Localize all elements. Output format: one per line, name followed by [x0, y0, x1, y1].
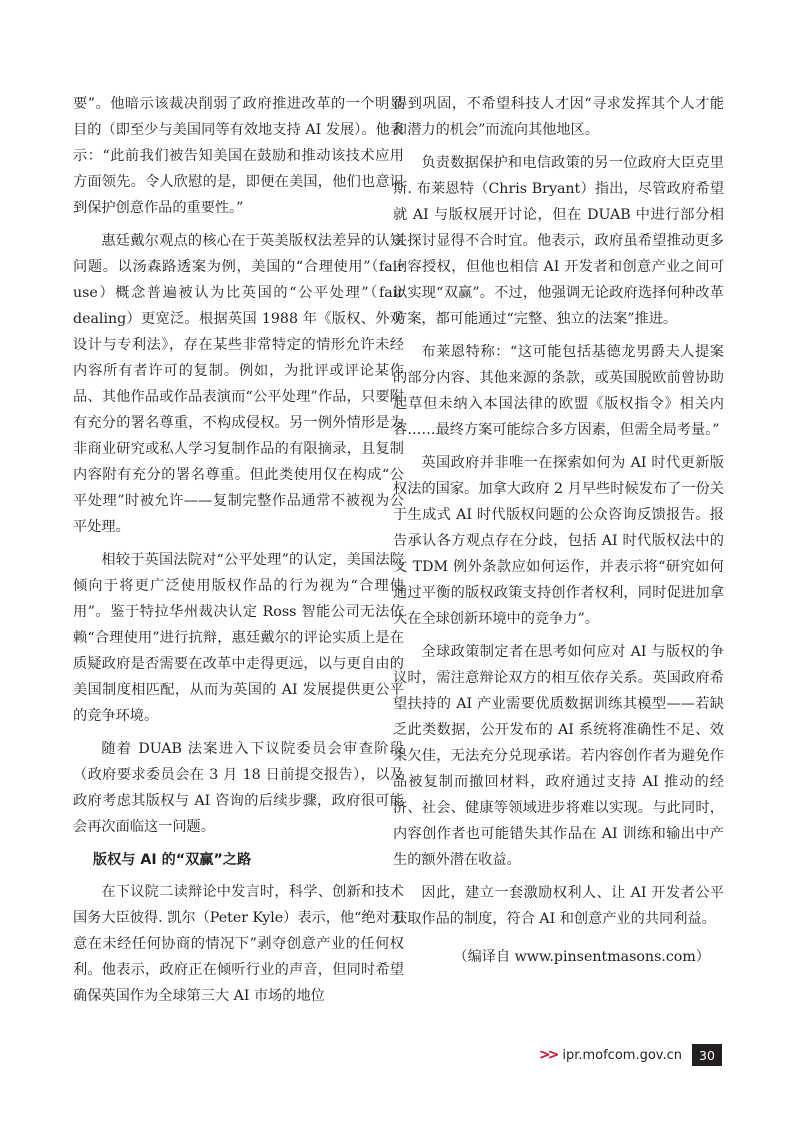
page-footer: [539, 1043, 722, 1067]
chevron-right-icon: >>: [538, 1047, 557, 1063]
right-column: [393, 91, 724, 977]
right-paragraph-2: 负责数据保护和电信政策的另一位政府大臣克里斯. 布莱恩特（Chris Bryant）指出，尽管政府希望就 AI 与版权展开讨论，但在 DUAB 中进行部分相关探讨显得不合时宜。他表示，政府虽希望推动更多内容授权，但他也相信 AI 开发者和创意产业之间可以实现“双赢”。不过，他强调无论政府选择何种改革方案，都可能通过“完整、独立的法案”推进。: [393, 155, 724, 327]
section-heading: 版权与 AI 的“双赢”之路: [92, 852, 252, 868]
left-column: [73, 91, 404, 1016]
left-paragraph-3: 相较于英国法院对“公平处理”的认定，美国法院倾向于将更广泛使用版权作品的行为视为“合理使用”。鉴于特拉华州裁决认定 Ross 智能公司无法依赖“合理使用”进行抗辩，惠廷戴尔的评论实质上是在质疑政府是否需要在改革中走得更远，以与更自由的美国制度相匹配，从而为英国的 AI 发展提供更公平的竞争环境。: [73, 552, 404, 724]
left-paragraph-5: 在下议院二读辩论中发言时，科学、创新和技术国务大臣彼得. 凯尔（Peter Kyle）表示，他“绝对无意在未经任何协商的情况下”剥夺创意产业的任何权利。他表示，政府正在倾听行业的声音，但同时希望确保英国作为全球第三大 AI 市场的地位: [73, 884, 404, 1004]
right-paragraph-3: 布莱恩特称：“这可能包括基德龙男爵夫人提案的部分内容、其他来源的条款，或英国脱欧前曾协助起草但未纳入本国法律的欧盟《版权指令》相关内容……最终方案可能综合多方因素，但需全局考量。”: [393, 344, 724, 438]
footer-url[interactable]: ipr.mofcom.gov.cn: [562, 1047, 682, 1063]
right-paragraph-4: 英国政府并非唯一在探索如何为 AI 时代更新版权法的国家。加拿大政府 2 月早些时候发布了一份关于生成式 AI 时代版权问题的公众咨询反馈报告。报告承认各方观点存在分歧，包括 AI 时代版权法中的文 TDM 例外条款应如何运作，并表示将“研究如何通过平衡的版权政策支持创作者权利，同时促进加拿大在全球创新环境中的竞争力”。: [393, 455, 724, 627]
right-paragraph-6: 因此，建立一套激励权利人、让 AI 开发者公平获取作品的制度，符合 AI 和创意产业的共同利益。: [393, 885, 724, 927]
left-paragraph-2: 惠廷戴尔观点的核心在于英美版权法差异的认知问题。以汤森路透案为例，美国的“合理使用”（fair use）概念普遍被认为比英国的“公平处理”（fair dealing）更宽泛。根据英国 1988 年《版权、外观设计与专利法》，存在某些非常特定的情形允许未经内容所有者许可的复制。例如，为批评或评论某作品、其他作品或作品表演而“公平处理”作品，只要附有充分的署名尊重，不构成侵权。另一例外情形是为非商业研究或私人学习复制作品的有限摘录，且复制内容附有充分的署名尊重。但此类使用仅在构成“公平处理”时被允许——复制完整作品通常不被视为公平处理。: [73, 233, 404, 535]
left-paragraph-4: 随着 DUAB 法案进入下议院委员会审查阶段（政府要求委员会在 3 月 18 日前提交报告），以及政府考虑其版权与 AI 咨询的后续步骤，政府很可能会再次面临这一问题。: [73, 741, 404, 835]
right-paragraph-1: 得到巩固，不希望科技人才因“寻求发挥其个人才能和潜力的机会”而流向其他地区。: [393, 96, 724, 138]
page-number: 30: [692, 1044, 722, 1066]
source-credit: （编译自 www.pinsentmasons.com）: [453, 949, 710, 965]
right-paragraph-5: 全球政策制定者在思考如何应对 AI 与版权的争议时，需注意辩论双方的相互依存关系。英国政府希望扶持的 AI 产业需要优质数据训练其模型——若缺乏此类数据，公开发布的 AI 系统将准确性不足、效果欠佳，无法充分兑现承诺。若内容创作者为避免作品被复制而撤回材料，政府通过支持 AI 推动的经济、社会、健康等领域进步将难以实现。与此同时，内容创作者也可能错失其作品在 AI 训练和输出中产生的额外潜在收益。: [393, 644, 724, 868]
left-paragraph-1: 要”。他暗示该裁决削弱了政府推进改革的一个明显目的（即至少与美国同等有效地支持 AI 发展）。他表示：“此前我们被告知美国在鼓励和推动该技术应用方面领先。令人欣慰的是，即便在美国，他们也意识到保护创意作品的重要性。”: [73, 96, 404, 216]
